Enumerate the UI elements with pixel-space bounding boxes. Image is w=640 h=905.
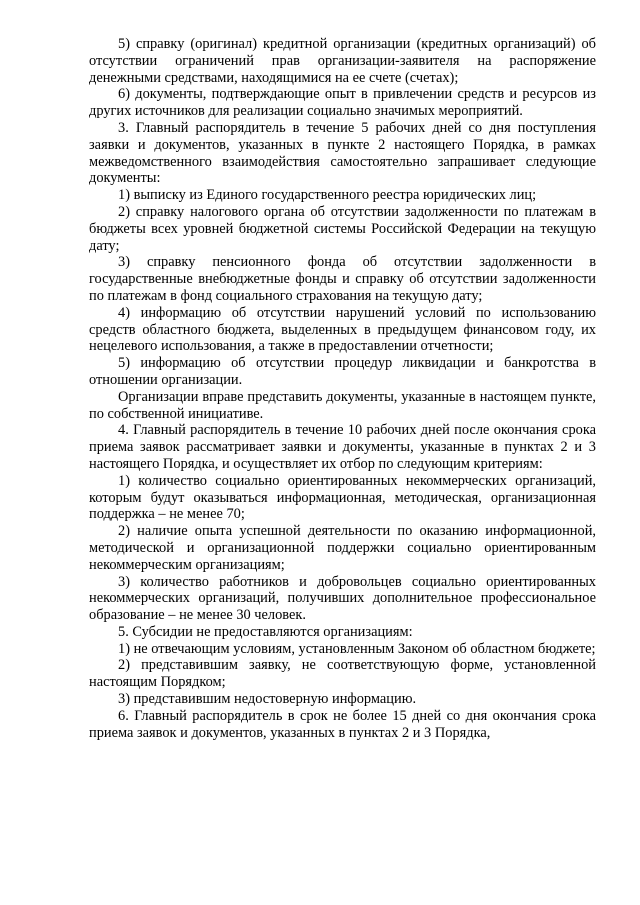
paragraph: 3. Главный распорядитель в течение 5 рабочих дней со дня поступления заявки и документов, указанных в пункте 2 настоящего Порядка, в рамках межведомственного взаимодействия самостоятельно запрашивает следующие документы: (89, 119, 596, 187)
paragraph: 3) количество работников и добровольцев социально ориентированных некоммерческих организаций, получивших дополнительное профессиональное образование – не менее 30 человек. (89, 573, 596, 624)
paragraph: 6. Главный распорядитель в срок не более 15 дней со дня окончания срока приема заявок и документов, указанных в пунктах 2 и 3 Порядка, (89, 707, 596, 741)
paragraph: 4. Главный распорядитель в течение 10 рабочих дней после окончания срока приема заявок рассматривает заявки и документы, указанные в пунктах 2 и 3 настоящего Порядка, и осуществляет их отбор по следующим критериям: (89, 422, 596, 472)
paragraph: 2) справку налогового органа об отсутствии задолженности по платежам в бюджеты всех уровней бюджетной системы Российской Федерации на текущую дату; (89, 203, 596, 254)
paragraph: 5) информацию об отсутствии процедур ликвидации и банкротства в отношении организации. (89, 355, 596, 388)
paragraph: Организации вправе представить документы, указанные в настоящем пункте, по собственной инициативе. (89, 388, 596, 422)
paragraph: 3) представившим недостоверную информацию. (118, 691, 417, 708)
document-page (89, 36, 596, 741)
paragraph: 3) справку пенсионного фонда об отсутствии задолженности в государственные внебюджетные фонды и справку об отсутствии задолженности по платежам в фонд социального страхования на текущую дату; (89, 254, 596, 304)
paragraph: 2) представившим заявку, не соответствующую форме, установленной настоящим Порядком; (89, 657, 596, 691)
paragraph: 4) информацию об отсутствии нарушений условий по использованию средств областного бюджета, выделенных в предыдущем финансовом году, их нецелевого использования, а также в предоставлении отчетности; (89, 304, 596, 355)
paragraph: 1) количество социально ориентированных некоммерческих организаций, которым будут оказываться информационная, методическая, организационная поддержка – не менее 70; (89, 472, 596, 523)
paragraph: 2) наличие опыта успешной деятельности по оказанию информационной, методической и организационной поддержки социально ориентированным некоммерческим организациям; (89, 523, 596, 573)
paragraph: 1) не отвечающим условиям, установленным Законом об областном бюджете; (118, 640, 596, 657)
paragraph: 5) справку (оригинал) кредитной организации (кредитных организаций) об отсутствии ограничений прав организации-заявителя на распоряжение денежными средствами, находящимися на ее счете (счетах); (89, 36, 596, 86)
paragraph: 1) выписку из Единого государственного реестра юридических лиц; (118, 187, 537, 204)
paragraph: 6) документы, подтверждающие опыт в привлечении средств и ресурсов из других источников для реализации социально значимых мероприятий. (89, 86, 596, 120)
paragraph: 5. Субсидии не предоставляются организациям: (118, 623, 413, 640)
